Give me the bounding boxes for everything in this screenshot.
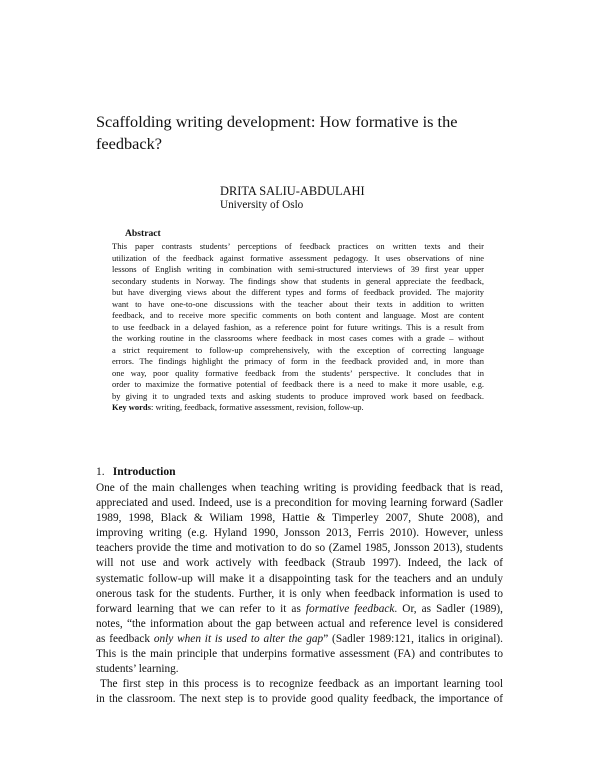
author-name: DRITA SALIU-ABDULAHI [220,184,365,198]
italic-quote: only when it is used to alter the gap [153,632,324,645]
italic-term: formative feedback [305,602,395,615]
section-title: Introduction [112,465,176,478]
paper-title: Scaffolding writing development: How formative is the feedback? [96,112,458,153]
body-line: systematic follow-up will make it a disappointing task for the teachers and an unduly [96,572,503,585]
introduction-body [96,481,503,707]
abstract-line: but have diverging views about the different types and forms of feedback provided. The majority [112,287,484,297]
abstract-line: a strict requirement to follow-up comprehensively, with the exception of correcting language [112,344,484,355]
body-line: 1989, 1998, Black & Wiliam 1998, Hattie & Timperley 2007, Shute 2008), and [96,512,503,525]
body-text-segment: . Or, as Sadler (1989), [394,602,503,615]
abstract-line: the working routine in the classrooms where feedback in most cases comes with a grade – without [112,333,484,343]
abstract-line: order to maximize the formative potential of feedback there is a need to make it more usable, e.g. [112,379,484,389]
body-line: appreciated and used. Indeed, use is a precondition for moving learning forward (Sadler [96,497,503,510]
body-text-segment: as feedback [96,632,154,645]
body-line: One of the main challenges when teaching writing is providing feedback that is read, [96,482,503,494]
abstract-line: to use feedback in a delayed fashion, as a reference point for future writings. This is a result from [112,321,484,332]
body-line: students’ learning. [96,663,179,676]
keywords-line [112,402,484,414]
author-affiliation: University of Oslo [220,199,304,211]
abstract-line: This paper contrasts students’ perceptions of feedback practices on written texts and their [112,241,484,251]
body-line: This is the main principle that underpins formative assessment (FA) and contributes to [96,648,503,661]
abstract-line: by giving it to ungraded texts and asking students to produce improved work based on feedback. [112,390,484,401]
section-heading [96,465,176,479]
body-line: teachers provide the time and motivation to do so (Zamel 1985, Jonsson 2013), students [96,542,503,555]
body-text-segment: forward learning that we can refer to it as [96,602,306,615]
body-line: improving writing (e.g. Hyland 1990, Jonsson 2013, Ferris 2010). However, unless [96,527,503,540]
body-line: The first step in this process is to recognize feedback as an important learning tool [100,678,503,691]
body-text-segment: ” (Sadler 1989:121, italics in original). [323,632,503,645]
keywords-label: Key words [112,402,151,412]
abstract-body [112,241,484,414]
body-line: in the classroom. The next step is to provide good quality feedback, the importance of [96,693,503,706]
abstract-line: feedback, and to receive more specific comments on both content and language. Most are content [112,310,484,320]
abstract-line: secondary students in Norway. The findings show that students in general appreciate the feedback, [112,275,484,286]
body-line: will not use and work actively with feedback (Straub 1997). Indeed, the lack of [96,557,503,570]
abstract-heading: Abstract [125,228,161,239]
body-line [96,602,503,617]
abstract-line: want to have one-to-one discussions with the teacher about their texts in addition to written [112,298,484,309]
abstract-line: utilization of the feedback against formative assessment pedagogy. It uses observations of nine [112,252,484,263]
body-line [96,632,503,647]
section-number: 1. [96,465,105,478]
abstract-line: errors. The findings highlight the primacy of form in the feedback provided and, in more than [112,356,484,366]
abstract-line: lessons of English writing in combination with semi-structured interviews of 39 first year upper [112,264,484,274]
keywords-text: : writing, feedback, formative assessment, revision, follow-up. [150,402,364,412]
body-line: notes, “the information about the gap between actual and reference level is considered [96,617,503,630]
body-line: onerous task for the students. Further, it is only when feedback information is used to [96,587,503,600]
abstract-line: one way, poor quality formative feedback from the students’ perspective. It concludes that in [112,367,484,378]
